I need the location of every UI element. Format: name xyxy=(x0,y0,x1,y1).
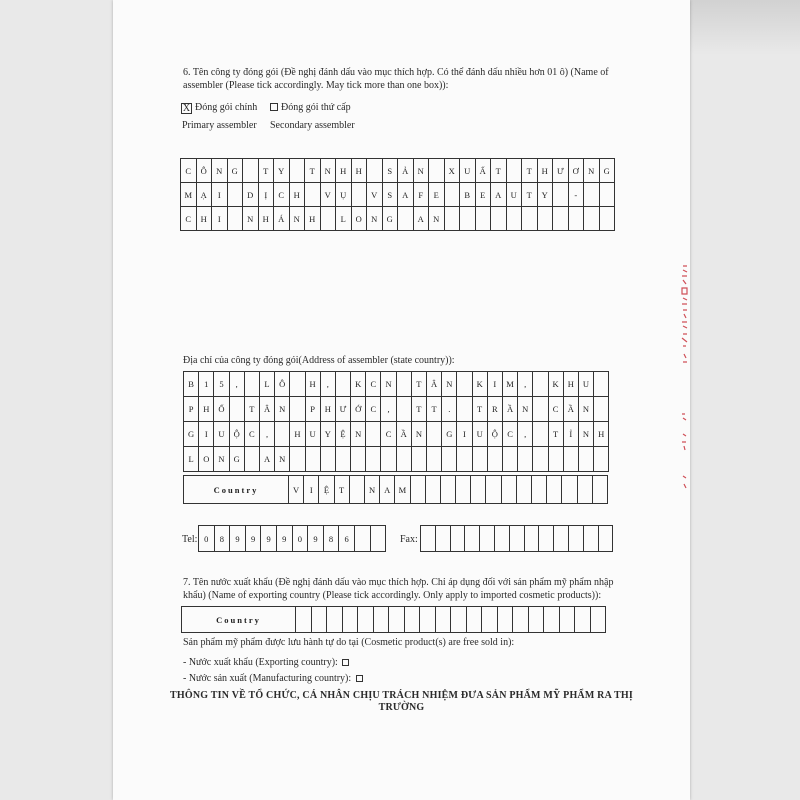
char-box xyxy=(465,526,480,552)
char-box: F xyxy=(414,183,430,207)
char-box xyxy=(513,607,529,633)
char-box: T xyxy=(491,159,507,183)
char-box: E xyxy=(476,183,492,207)
char-box: T xyxy=(245,397,260,422)
char-box xyxy=(374,607,390,633)
char-box xyxy=(578,476,593,504)
char-box xyxy=(275,422,290,447)
char-box: , xyxy=(518,422,533,447)
char-box xyxy=(445,183,461,207)
char-box: I xyxy=(212,207,228,231)
char-box xyxy=(584,526,599,552)
char-box xyxy=(312,607,328,633)
char-box xyxy=(366,422,381,447)
char-box xyxy=(411,476,426,504)
char-box: M xyxy=(503,372,518,397)
char-box xyxy=(352,183,368,207)
char-box: N xyxy=(212,159,228,183)
secondary-checkbox[interactable] xyxy=(270,103,278,111)
char-box xyxy=(471,476,486,504)
char-box xyxy=(538,207,554,231)
char-box xyxy=(436,607,452,633)
char-box: Ị xyxy=(259,183,275,207)
char-box xyxy=(296,607,312,633)
char-box: 9 xyxy=(230,526,246,552)
char-box: T xyxy=(305,159,321,183)
char-box xyxy=(451,607,467,633)
char-box: U xyxy=(473,422,488,447)
country-label: Country xyxy=(184,476,289,504)
char-box xyxy=(584,183,600,207)
char-box: G xyxy=(228,159,244,183)
char-box: P xyxy=(306,397,321,422)
char-box: Ộ xyxy=(230,422,245,447)
char-box xyxy=(457,397,472,422)
address-country-grid xyxy=(183,475,608,504)
exporting-country-option[interactable] xyxy=(183,656,352,669)
char-box xyxy=(525,526,540,552)
char-box: N xyxy=(275,447,290,472)
char-box: B xyxy=(184,372,199,397)
char-box: G xyxy=(184,422,199,447)
char-box xyxy=(594,397,609,422)
char-box: C xyxy=(549,397,564,422)
char-box xyxy=(412,447,427,472)
exporting-country-label: - Nước xuất khẩu (Exporting country): xyxy=(183,657,338,668)
char-box: A xyxy=(260,447,275,472)
char-box: A xyxy=(398,183,414,207)
primary-label-en: Primary assembler xyxy=(182,120,257,131)
char-box: S xyxy=(383,183,399,207)
section6-title-line1: 6. Tên công ty đóng gói (Đề nghị đánh dấu vào mục thích hợp. Có thể đánh dấu nhiều hơn 01 ô) (Name of xyxy=(183,67,609,78)
exporting-country-grid xyxy=(181,606,606,633)
char-box: G xyxy=(442,422,457,447)
char-box xyxy=(533,422,548,447)
char-box: C xyxy=(366,372,381,397)
char-box: Ộ xyxy=(488,422,503,447)
char-box xyxy=(321,447,336,472)
char-box: Ô xyxy=(197,159,213,183)
section7-title-line2: khẩu) (Name of exporting country (Please tick accordingly. Only apply to imported cosmetic products)): xyxy=(183,590,602,601)
char-box: N xyxy=(351,422,366,447)
char-box xyxy=(420,607,436,633)
char-box: X xyxy=(445,159,461,183)
char-box: 1 xyxy=(199,372,214,397)
exporting-country-checkbox[interactable] xyxy=(342,659,349,666)
tel-label: Tel: xyxy=(182,534,198,545)
char-box xyxy=(290,447,305,472)
char-box xyxy=(228,207,244,231)
char-box xyxy=(553,183,569,207)
char-box: , xyxy=(381,397,396,422)
char-box: T xyxy=(427,397,442,422)
char-box: Ỉ xyxy=(564,422,579,447)
char-box: C xyxy=(366,397,381,422)
char-box: N xyxy=(214,447,229,472)
manufacturing-country-option[interactable] xyxy=(183,672,366,685)
char-box xyxy=(290,372,305,397)
char-box: A xyxy=(380,476,395,504)
char-box: , xyxy=(518,372,533,397)
char-box: Á xyxy=(274,207,290,231)
char-box: Y xyxy=(321,422,336,447)
char-box xyxy=(502,476,517,504)
char-box: S xyxy=(383,159,399,183)
char-box xyxy=(529,607,545,633)
char-box xyxy=(389,607,405,633)
char-box: N xyxy=(412,422,427,447)
char-box: N xyxy=(518,397,533,422)
primary-assembler-option[interactable] xyxy=(181,101,257,114)
char-box xyxy=(518,447,533,472)
char-box: I xyxy=(457,422,472,447)
char-box xyxy=(442,447,457,472)
fax-grid xyxy=(420,525,613,552)
char-box: 9 xyxy=(277,526,293,552)
char-box: Ư xyxy=(336,397,351,422)
char-box xyxy=(486,476,501,504)
char-box: H xyxy=(538,159,554,183)
char-box: , xyxy=(260,422,275,447)
char-box: Ầ xyxy=(564,397,579,422)
char-box xyxy=(290,159,306,183)
char-box: C xyxy=(245,422,260,447)
char-box: B xyxy=(460,183,476,207)
char-box: I xyxy=(199,422,214,447)
char-box xyxy=(549,447,564,472)
char-box xyxy=(473,447,488,472)
char-box: E xyxy=(429,183,445,207)
char-box: , xyxy=(321,372,336,397)
char-box: A xyxy=(414,207,430,231)
char-box xyxy=(441,476,456,504)
char-box xyxy=(600,207,616,231)
char-box xyxy=(460,207,476,231)
char-box xyxy=(553,207,569,231)
char-box xyxy=(405,607,421,633)
char-box: Y xyxy=(538,183,554,207)
char-box: M xyxy=(395,476,410,504)
address-grid xyxy=(183,371,609,472)
char-box: U xyxy=(460,159,476,183)
char-box xyxy=(397,397,412,422)
char-box: V xyxy=(321,183,337,207)
manufacturing-country-label: - Nước sản xuất (Manufacturing country): xyxy=(183,673,352,684)
red-stamp-fragment xyxy=(674,262,690,502)
char-box xyxy=(381,447,396,472)
char-box xyxy=(321,207,337,231)
char-box: H xyxy=(306,372,321,397)
responsible-party-heading-line1: THÔNG TIN VỀ TỔ CHỨC, CÁ NHÂN CHỊU TRÁCH NHIỆM ĐƯA SẢN PHẨM MỸ PHẨM RA THỊ xyxy=(170,690,633,701)
char-box xyxy=(290,397,305,422)
char-box xyxy=(457,447,472,472)
char-box xyxy=(436,526,451,552)
char-box xyxy=(569,207,585,231)
char-box xyxy=(533,397,548,422)
char-box: , xyxy=(230,372,245,397)
char-box xyxy=(426,476,441,504)
char-box xyxy=(579,447,594,472)
char-box: T xyxy=(412,372,427,397)
char-box xyxy=(351,447,366,472)
char-box: I xyxy=(304,476,319,504)
char-box: H xyxy=(305,207,321,231)
char-box xyxy=(429,159,445,183)
char-box: Ố xyxy=(214,397,229,422)
char-box xyxy=(456,476,471,504)
char-box: C xyxy=(381,422,396,447)
char-box: Ả xyxy=(398,159,414,183)
char-box: H xyxy=(290,422,305,447)
char-box xyxy=(547,476,562,504)
secondary-label-en: Secondary assembler xyxy=(270,120,355,131)
char-box: Â xyxy=(427,372,442,397)
char-box: 0 xyxy=(293,526,309,552)
char-box: N xyxy=(429,207,445,231)
char-box: L xyxy=(184,447,199,472)
char-box xyxy=(507,159,523,183)
char-box: N xyxy=(414,159,430,183)
char-box: G xyxy=(383,207,399,231)
char-box: U xyxy=(214,422,229,447)
char-box xyxy=(562,476,577,504)
char-box xyxy=(599,526,614,552)
char-box: N xyxy=(381,372,396,397)
char-box: N xyxy=(290,207,306,231)
char-box: Y xyxy=(274,159,290,183)
char-box xyxy=(366,447,381,472)
country-label: Country xyxy=(182,607,296,633)
char-box xyxy=(510,526,525,552)
char-box: H xyxy=(321,397,336,422)
char-box: T xyxy=(522,183,538,207)
char-box: N xyxy=(584,159,600,183)
char-box: T xyxy=(412,397,427,422)
char-box: N xyxy=(365,476,380,504)
char-box: U xyxy=(306,422,321,447)
char-box: Ụ xyxy=(336,183,352,207)
char-box: C xyxy=(274,183,290,207)
char-box xyxy=(476,207,492,231)
char-box: Ạ xyxy=(197,183,213,207)
tel-grid xyxy=(198,525,386,552)
char-box xyxy=(243,159,259,183)
char-box: Ấ xyxy=(476,159,492,183)
char-box: I xyxy=(488,372,503,397)
char-box: H xyxy=(199,397,214,422)
char-box: R xyxy=(488,397,503,422)
char-box xyxy=(427,422,442,447)
char-box: Ệ xyxy=(319,476,334,504)
char-box xyxy=(560,607,576,633)
char-box: H xyxy=(336,159,352,183)
char-box xyxy=(230,397,245,422)
char-box: C xyxy=(181,159,197,183)
char-box: H xyxy=(594,422,609,447)
char-box xyxy=(336,447,351,472)
char-box xyxy=(306,447,321,472)
char-box xyxy=(488,447,503,472)
char-box xyxy=(343,607,359,633)
char-box xyxy=(594,447,609,472)
char-box xyxy=(491,207,507,231)
char-box xyxy=(600,183,616,207)
char-box xyxy=(532,476,547,504)
char-box: D xyxy=(243,183,259,207)
char-box: N xyxy=(321,159,337,183)
char-box: U xyxy=(507,183,523,207)
char-box xyxy=(398,207,414,231)
char-box: L xyxy=(336,207,352,231)
char-box xyxy=(533,372,548,397)
char-box: K xyxy=(473,372,488,397)
char-box xyxy=(498,607,514,633)
char-box: P xyxy=(184,397,199,422)
char-box: 0 xyxy=(199,526,215,552)
char-box xyxy=(482,607,498,633)
char-box: N xyxy=(579,422,594,447)
char-box: O xyxy=(352,207,368,231)
char-box: U xyxy=(579,372,594,397)
char-box: Â xyxy=(260,397,275,422)
char-box: Ệ xyxy=(336,422,351,447)
char-box xyxy=(533,447,548,472)
char-box: T xyxy=(259,159,275,183)
char-box: H xyxy=(352,159,368,183)
char-box: G xyxy=(230,447,245,472)
char-box xyxy=(495,526,510,552)
char-box: M xyxy=(181,183,197,207)
char-box: Ầ xyxy=(503,397,518,422)
char-box: 8 xyxy=(324,526,340,552)
char-box xyxy=(544,607,560,633)
secondary-assembler-option[interactable] xyxy=(270,101,351,114)
char-box: 5 xyxy=(214,372,229,397)
char-box: L xyxy=(260,372,275,397)
char-box xyxy=(327,607,343,633)
char-box xyxy=(305,183,321,207)
char-box: 9 xyxy=(261,526,277,552)
char-box: N xyxy=(243,207,259,231)
char-box: 6 xyxy=(339,526,355,552)
char-box xyxy=(554,526,569,552)
char-box xyxy=(575,607,591,633)
char-box xyxy=(503,447,518,472)
assembler-name-grid xyxy=(180,158,615,231)
char-box xyxy=(245,372,260,397)
char-box xyxy=(397,447,412,472)
char-box xyxy=(427,447,442,472)
char-box: N xyxy=(367,207,383,231)
char-box xyxy=(367,159,383,183)
char-box: C xyxy=(503,422,518,447)
char-box: V xyxy=(289,476,304,504)
fax-label: Fax: xyxy=(400,534,418,545)
char-box xyxy=(355,526,371,552)
char-box xyxy=(480,526,495,552)
char-box: - xyxy=(569,183,585,207)
char-box xyxy=(421,526,436,552)
char-box: H xyxy=(259,207,275,231)
char-box: . xyxy=(442,397,457,422)
char-box: T xyxy=(335,476,350,504)
char-box: T xyxy=(549,422,564,447)
char-box: I xyxy=(212,183,228,207)
char-box xyxy=(371,526,387,552)
char-box xyxy=(457,372,472,397)
manufacturing-country-checkbox[interactable] xyxy=(356,675,363,682)
char-box: Ớ xyxy=(351,397,366,422)
char-box: N xyxy=(275,397,290,422)
char-box: T xyxy=(522,159,538,183)
char-box: H xyxy=(290,183,306,207)
char-box xyxy=(593,476,608,504)
char-box: N xyxy=(579,397,594,422)
char-box: H xyxy=(197,207,213,231)
char-box xyxy=(336,372,351,397)
primary-label-vn: Đóng gói chính xyxy=(195,102,258,113)
char-box xyxy=(564,447,579,472)
primary-checkbox[interactable]: X xyxy=(182,103,191,114)
address-label: Địa chỉ của công ty đóng gói(Address of assembler (state country)): xyxy=(183,355,455,366)
char-box xyxy=(584,207,600,231)
char-box xyxy=(350,476,365,504)
char-box: O xyxy=(199,447,214,472)
char-box: C xyxy=(181,207,197,231)
responsible-party-heading-line2: TRƯỜNG xyxy=(378,702,425,713)
char-box xyxy=(517,476,532,504)
char-box xyxy=(522,207,538,231)
char-box xyxy=(467,607,483,633)
char-box: V xyxy=(367,183,383,207)
char-box xyxy=(507,207,523,231)
secondary-label-vn: Đóng gói thứ cấp xyxy=(281,102,351,113)
char-box: Ơ xyxy=(569,159,585,183)
char-box xyxy=(397,372,412,397)
char-box xyxy=(539,526,554,552)
char-box: Ư xyxy=(553,159,569,183)
section7-title-line1: 7. Tên nước xuất khẩu (Đề nghị đánh dấu vào mục thích hợp. Chỉ áp dụng đối với sản phẩm mỹ phẩm nhập xyxy=(183,577,614,588)
char-box: A xyxy=(491,183,507,207)
char-box: K xyxy=(351,372,366,397)
char-box: K xyxy=(549,372,564,397)
char-box xyxy=(445,207,461,231)
char-box: T xyxy=(473,397,488,422)
char-box xyxy=(451,526,466,552)
char-box xyxy=(591,607,607,633)
section6-title-line2: assembler (Please tick accordingly. May tick more than one box)): xyxy=(183,80,449,91)
char-box: N xyxy=(442,372,457,397)
free-sale-label: Sản phẩm mỹ phẩm được lưu hành tự do tại (Cosmetic product(s) are free sold in): xyxy=(183,637,515,648)
char-box: H xyxy=(564,372,579,397)
char-box xyxy=(358,607,374,633)
char-box: 9 xyxy=(246,526,262,552)
char-box: 9 xyxy=(308,526,324,552)
char-box xyxy=(594,372,609,397)
char-box xyxy=(228,183,244,207)
char-box: G xyxy=(600,159,616,183)
char-box xyxy=(245,447,260,472)
char-box xyxy=(569,526,584,552)
char-box: 8 xyxy=(215,526,231,552)
char-box: Ầ xyxy=(397,422,412,447)
char-box: Ô xyxy=(275,372,290,397)
